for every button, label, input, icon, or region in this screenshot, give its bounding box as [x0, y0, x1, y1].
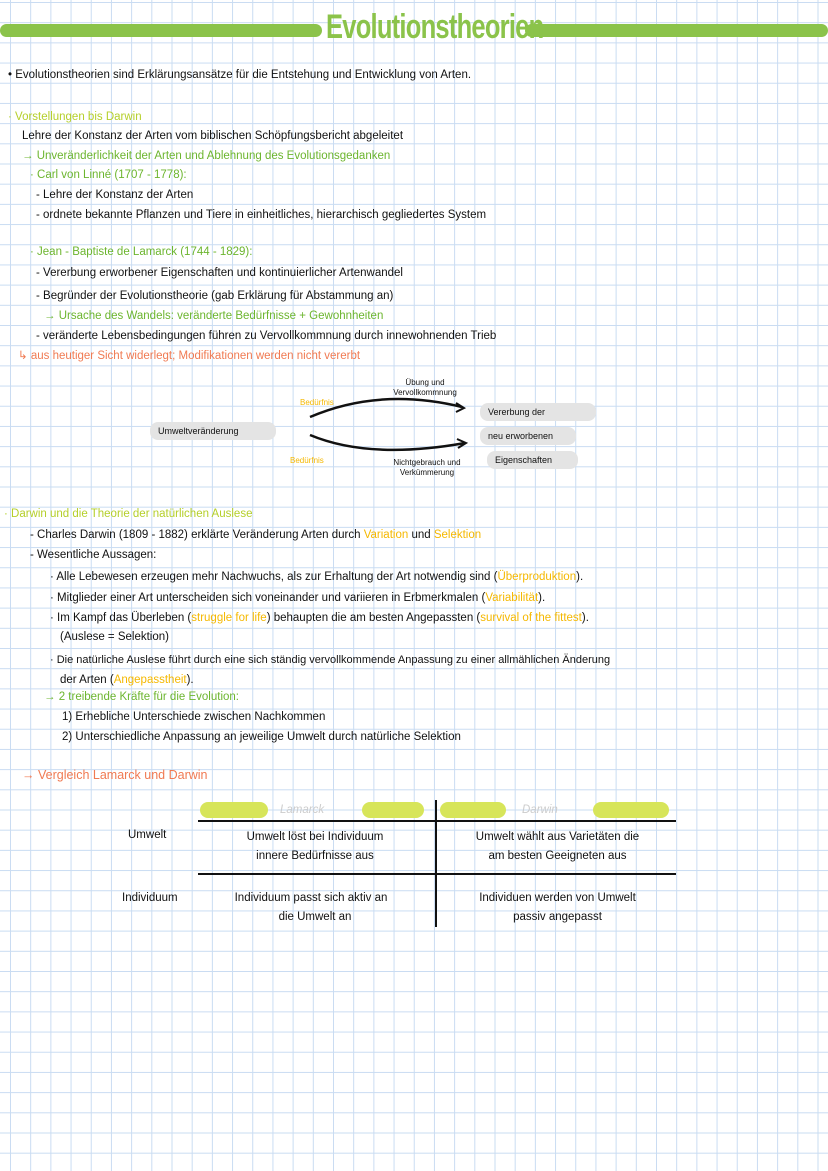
column-header-darwin: Darwin: [522, 804, 558, 816]
table-cell: innere Bedürfnisse aus: [256, 850, 374, 862]
section-heading: · Vorstellungen bis Darwin: [8, 111, 142, 123]
table-cell: am besten Geeigneten aus: [488, 850, 627, 862]
text: ).: [186, 674, 194, 686]
text-line: · Alle Lebewesen erzeugen mehr Nachwuchs, als zur Erhaltung der Art notwendig sind (Überproduktion).: [50, 571, 584, 583]
arrow-top: [310, 399, 462, 417]
text-line: [60, 673, 194, 687]
table-divider: [435, 800, 437, 927]
highlight: Selektion: [433, 529, 482, 541]
text-line: ↳ aus heutiger Sicht widerlegt; Modifikationen werden nicht vererbt: [18, 350, 361, 362]
row-label: Umwelt: [128, 829, 167, 841]
text-line: Lehre der Konstanz der Arten vom biblischen Schöpfungsbericht abgeleitet: [22, 130, 404, 142]
text-line: · Im Kampf das Überleben (struggle for life) behaupten die am besten Angepassten (survival of the fittest).: [50, 612, 589, 624]
need-label: Bedürfnis: [300, 398, 334, 407]
text: Mitglieder einer Art unterscheiden sich voneinander und variieren in Erbmerkmalen (: [57, 592, 486, 604]
text: ordnete bekannte Pflanzen und Tiere in einheitliches, hierarchisch gegliedertes System: [43, 209, 487, 221]
text-line: · Mitglieder einer Art unterscheiden sich voneinander und variieren in Erbmerkmalen (Variabilität).: [50, 592, 546, 604]
heading-text: Vorstellungen bis Darwin: [15, 111, 142, 123]
table-cell: Umwelt wählt aus Varietäten die: [475, 831, 640, 843]
top-arrow-label: Übung und Vervollkommnung: [393, 378, 457, 397]
text-line: - ordnete bekannte Pflanzen und Tiere in einheitliches, hierarchisch gegliedertes System: [36, 209, 487, 221]
text: veränderte Lebensbedingungen führen zu Vervollkommnung durch innewohnenden Trieb: [43, 330, 497, 342]
highlight: Angepasstheit: [113, 674, 187, 686]
text-line: 2) Unterschiedliche Anpassung an jeweilige Umwelt durch natürliche Selektion: [62, 731, 461, 743]
table-cell: Individuum passt sich aktiv an: [234, 892, 388, 904]
highlight-bar: [440, 802, 506, 818]
text-line: · Die natürliche Auslese führt durch eine sich ständig vervollkommende Anpassung zu einer allmählichen Änderung: [50, 654, 611, 666]
diagram-start: Umweltveränderung: [150, 422, 276, 440]
table-rule: [198, 873, 676, 875]
text-line: → 2 treibende Kräfte für die Evolution:: [44, 691, 239, 703]
highlight-bar: [200, 802, 268, 818]
page-title: Evolutionstheorien: [326, 8, 544, 46]
text: der Arten (: [60, 674, 114, 686]
text: Charles Darwin (1809 - 1882) erklärte Veränderung Arten durch: [37, 529, 361, 541]
text-line: → Ursache des Wandels: veränderte Bedürfnisse + Gewohnheiten: [44, 310, 384, 322]
text-line: - Charles Darwin (1809 - 1882) erklärte Veränderung Arten durch Variation und Selektion: [30, 529, 482, 541]
arrow-bottom: [310, 435, 465, 450]
text: 2 treibende Kräfte für die Evolution:: [58, 691, 239, 703]
section-heading: · Darwin und die Theorie der natürlichen Auslese: [4, 508, 253, 520]
heading-text: Darwin und die Theorie der natürlichen Auslese: [11, 508, 253, 520]
highlight: Variabilität: [485, 592, 539, 604]
text-line: · Jean - Baptiste de Lamarck (1744 - 1829):: [30, 246, 253, 258]
text: Unveränderlichkeit der Arten und Ablehnung des Evolutionsgedanken: [36, 150, 391, 162]
diagram-result: neu erworbenen: [480, 427, 576, 445]
text-line: - Begründer der Evolutionstheorie (gab Erklärung für Abstammung an): [36, 290, 394, 302]
diagram-result: Vererbung der: [480, 403, 596, 421]
text-line: - Vererbung erworbener Eigenschaften und kontinuierlicher Artenwandel: [36, 267, 403, 279]
text: aus heutiger Sicht widerlegt; Modifikationen werden nicht vererbt: [30, 350, 361, 362]
text: ).: [576, 571, 584, 583]
text: Carl von Linné (1707 - 1778):: [37, 169, 187, 181]
title-bar-left: [0, 24, 322, 37]
table-cell: Individuen werden von Umwelt: [479, 892, 636, 904]
text-line: · Carl von Linné (1707 - 1778):: [30, 169, 187, 181]
table-rule: [198, 820, 676, 822]
heading-text: Vergleich Lamarck und Darwin: [37, 768, 208, 782]
text: Vererbung erworbener Eigenschaften und kontinuierlicher Artenwandel: [43, 267, 403, 279]
text: und: [411, 529, 431, 541]
text: Lehre der Konstanz der Arten: [43, 189, 194, 201]
text: Jean - Baptiste de Lamarck (1744 - 1829):: [37, 246, 253, 258]
text: ).: [581, 612, 589, 624]
table-cell: die Umwelt an: [278, 911, 352, 923]
text-line: → Unveränderlichkeit der Arten und Ablehnung des Evolutionsgedanken: [22, 150, 391, 162]
highlight: survival of the fittest: [480, 612, 582, 624]
arrows: [300, 395, 480, 465]
table-cell: Umwelt löst bei Individuum: [246, 831, 384, 843]
highlight-bar: [362, 802, 424, 818]
highlight-bar: [593, 802, 669, 818]
bottom-arrow-label: Nichtgebrauch und Verkümmerung: [393, 458, 461, 477]
text-line: (Auslese = Selektion): [60, 631, 169, 643]
text-line: 1) Erhebliche Unterschiede zwischen Nachkommen: [62, 711, 326, 723]
diagram-result: Eigenschaften: [487, 451, 578, 469]
column-header-lamarck: Lamarck: [280, 804, 325, 816]
highlight: struggle for life: [191, 612, 267, 624]
text: Ursache des Wandels: veränderte Bedürfnisse + Gewohnheiten: [58, 310, 384, 322]
text: Alle Lebewesen erzeugen mehr Nachwuchs, als zur Erhaltung der Art notwendig sind (: [56, 571, 498, 583]
text: ) behaupten die am besten Angepassten (: [266, 612, 481, 624]
intro-text: Evolutionstheorien sind Erklärungsansätze für die Entstehung und Entwicklung von Arten.: [15, 69, 472, 81]
row-label: Individuum: [122, 892, 178, 904]
text: Begründer der Evolutionstheorie (gab Erklärung für Abstammung an): [43, 290, 394, 302]
title-bar-right: [525, 24, 828, 37]
intro: • Evolutionstheorien sind Erklärungsansätze für die Entstehung und Entwicklung von Arten.: [8, 69, 472, 81]
text: Wesentliche Aussagen:: [37, 549, 157, 561]
text-line: - Lehre der Konstanz der Arten: [36, 189, 194, 201]
section-heading: → Vergleich Lamarck und Darwin: [22, 768, 208, 782]
text: Im Kampf das Überleben (: [57, 612, 192, 624]
need-label: Bedürfnis: [290, 456, 324, 465]
text: Die natürliche Auslese führt durch eine sich ständig vervollkommende Anpassung zu einer allmählichen Änderung: [56, 654, 611, 666]
table-cell: passiv angepasst: [513, 911, 602, 923]
text-line: - Wesentliche Aussagen:: [30, 549, 157, 561]
highlight: Variation: [363, 529, 409, 541]
highlight: Überproduktion: [497, 571, 577, 583]
text: ).: [538, 592, 546, 604]
text-line: - veränderte Lebensbedingungen führen zu Vervollkommnung durch innewohnenden Trieb: [36, 330, 497, 342]
